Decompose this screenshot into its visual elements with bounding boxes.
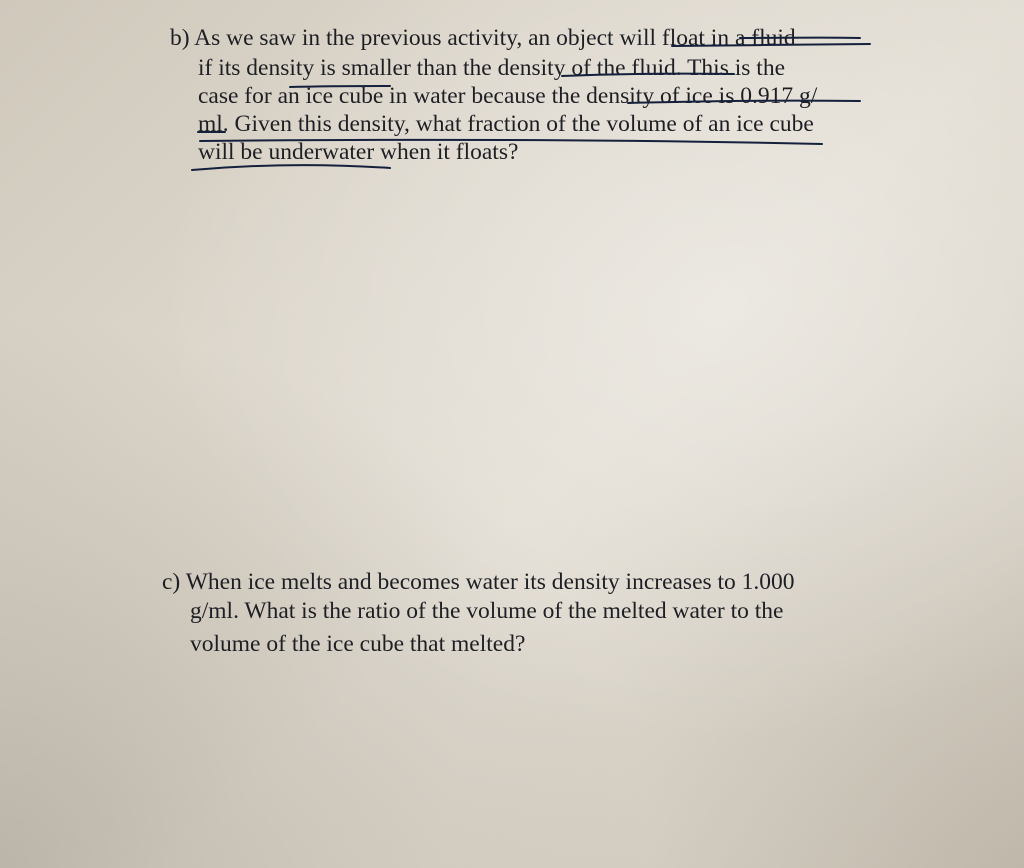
question-b-line-4: ml. Given this density, what fraction of the volume of an ice cube <box>198 111 814 137</box>
question-b-line-1: b) As we saw in the previous activity, an object will float in a fluid <box>170 25 796 51</box>
question-b-line-3: case for an ice cube in water because the density of ice is 0.917 g/ <box>198 83 818 109</box>
question-c-line-1: c) When ice melts and becomes water its density increases to 1.000 <box>162 569 795 595</box>
question-c-line-3: volume of the ice cube that melted? <box>190 631 526 657</box>
question-b-line-5: will be underwater when it floats? <box>198 139 519 165</box>
question-c-line-2: g/ml. What is the ratio of the volume of the melted water to the <box>190 598 784 624</box>
question-b-line-2: if its density is smaller than the density of the fluid. This is the <box>198 55 785 81</box>
